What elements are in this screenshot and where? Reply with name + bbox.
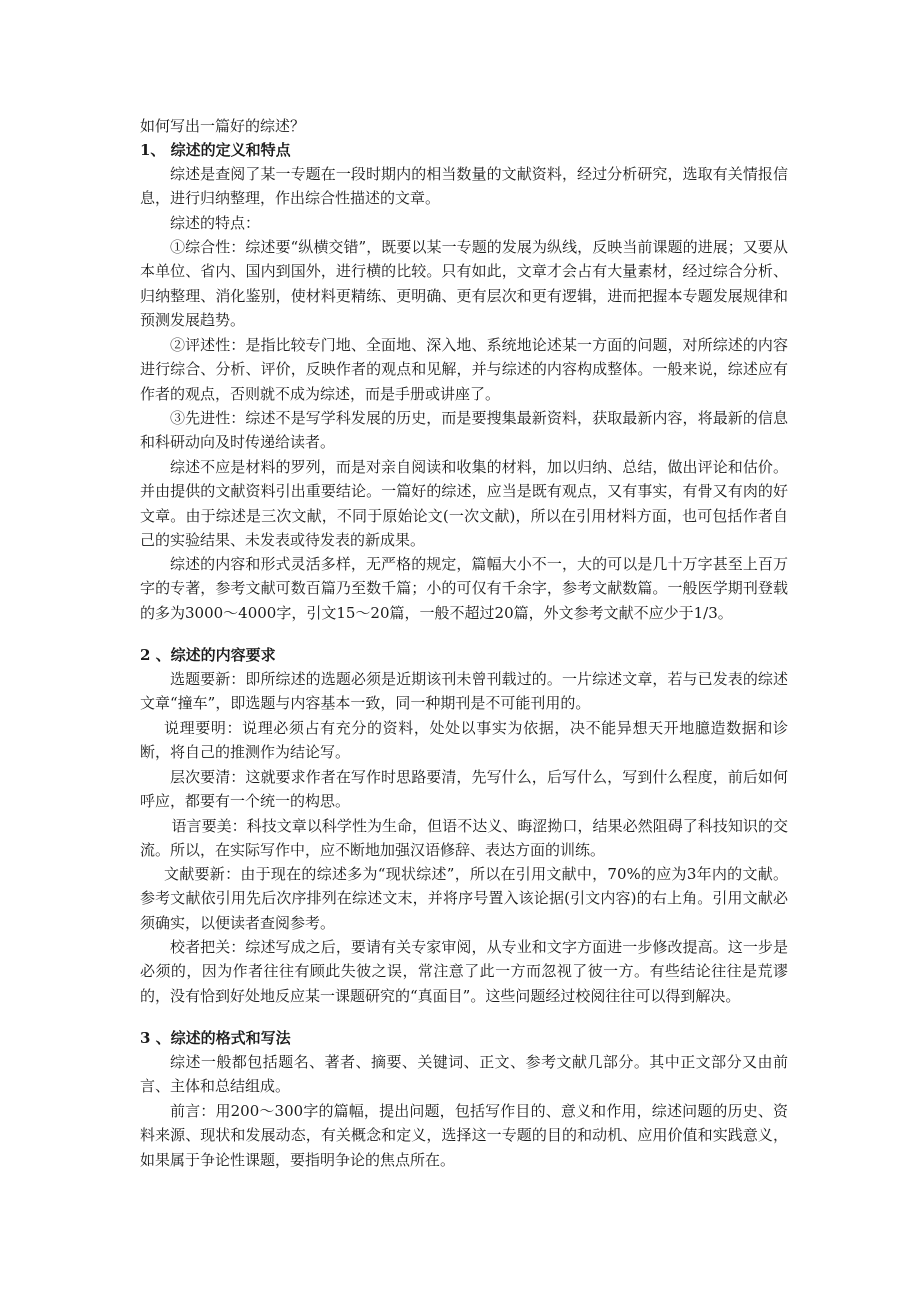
paragraph: 说理要明：说理必须占有充分的资料，处处以事实为依据，决不能异想天开地臆造数据和诊断，将自己的推测作为结论写。 bbox=[140, 719, 788, 762]
paragraph: 综述的特点： bbox=[170, 214, 261, 232]
paragraph: 前言：用200～300字的篇幅，提出问题，包括写作目的、意义和作用，综述问题的历史、资料来源、现状和发展动态，有关概念和定义，选择这一专题的目的和动机、应用价值和实践意义，如果属于争论性课题，要指明争论的焦点所在。 bbox=[140, 1102, 788, 1169]
document-title: 如何写出一篇好的综述？ bbox=[140, 117, 306, 135]
paragraph: 语言要美：科技文章以科学性为生命，但语不达义、晦涩拗口，结果必然阻碍了科技知识的交流。所以，在实际写作中，应不断地加强汉语修辞、表达方面的训练。 bbox=[140, 817, 788, 860]
paragraph: 综述的内容和形式灵活多样，无严格的规定，篇幅大小不一，大的可以是几十万字甚至上百万字的专著，参考文献可数百篇乃至数千篇；小的可仅有千余字，参考文献数篇。一般医学期刊登载的多为3000～4000字，引文15～20篇，一般不超过20篇，外文参考文献不应少于1/3。 bbox=[140, 555, 788, 622]
section-1-heading: 1、 综述的定义和特点 bbox=[140, 141, 291, 159]
paragraph: 选题要新：即所综述的选题必须是近期该刊未曾刊载过的。一片综述文章，若与已发表的综述文章“撞车”，即选题与内容基本一致，同一种期刊是不可能刊用的。 bbox=[140, 670, 788, 713]
paragraph: 文献要新：由于现在的综述多为“现状综述”，所以在引用文献中，70%的应为3年内的文献。参考文献依引用先后次序排列在综述文末，并将序号置入该论据(引文内容)的右上角。引用文献必须确实，以便读者查阅参考。 bbox=[140, 865, 788, 932]
paragraph: ①综合性：综述要“纵横交错”，既要以某一专题的发展为纵线，反映当前课题的进展；又要从本单位、省内、国内到国外，进行横的比较。只有如此，文章才会占有大量素材，经过综合分析、归纳整理、消化鉴别，使材料更精练、更明确、更有层次和更有逻辑，进而把握本专题发展规律和预测发展趋势。 bbox=[140, 238, 788, 330]
section-3-heading: 3 、综述的格式和写法 bbox=[140, 1029, 291, 1047]
paragraph: 层次要清：这就要求作者在写作时思路要清，先写什么，后写什么，写到什么程度，前后如何呼应，都要有一个统一的构思。 bbox=[140, 768, 788, 811]
paragraph: ③先进性：综述不是写学科发展的历史，而是要搜集最新资料，获取最新内容，将最新的信息和科研动向及时传递给读者。 bbox=[140, 409, 788, 452]
paragraph: ②评述性：是指比较专门地、全面地、深入地、系统地论述某一方面的问题，对所综述的内容进行综合、分析、评价，反映作者的观点和见解，并与综述的内容构成整体。一般来说，综述应有作者的观点，否则就不成为综述，而是手册或讲座了。 bbox=[140, 336, 788, 403]
section-2-heading: 2 、综述的内容要求 bbox=[140, 646, 276, 664]
paragraph: 校者把关：综述写成之后，要请有关专家审阅，从专业和文字方面进一步修改提高。这一步是必须的，因为作者往往有顾此失彼之误，常注意了此一方而忽视了彼一方。有些结论往往是荒谬的，没有恰到好处地反应某一课题研究的“真面目”。这些问题经过校阅往往可以得到解决。 bbox=[140, 938, 788, 1005]
paragraph: 综述不应是材料的罗列，而是对亲自阅读和收集的材料，加以归纳、总结，做出评论和估价。并由提供的文献资料引出重要结论。一篇好的综述，应当是既有观点，又有事实，有骨又有肉的好文章。由于综述是三次文献，不同于原始论文(一次文献)，所以在引用材料方面，也可包括作者自己的实验结果、未发表或待发表的新成果。 bbox=[140, 458, 788, 550]
paragraph: 综述一般都包括题名、著者、摘要、关键词、正文、参考文献几部分。其中正文部分又由前言、主体和总结组成。 bbox=[140, 1053, 788, 1096]
paragraph: 综述是查阅了某一专题在一段时期内的相当数量的文献资料，经过分析研究，选取有关情报信息，进行归纳整理，作出综合性描述的文章。 bbox=[140, 165, 788, 208]
